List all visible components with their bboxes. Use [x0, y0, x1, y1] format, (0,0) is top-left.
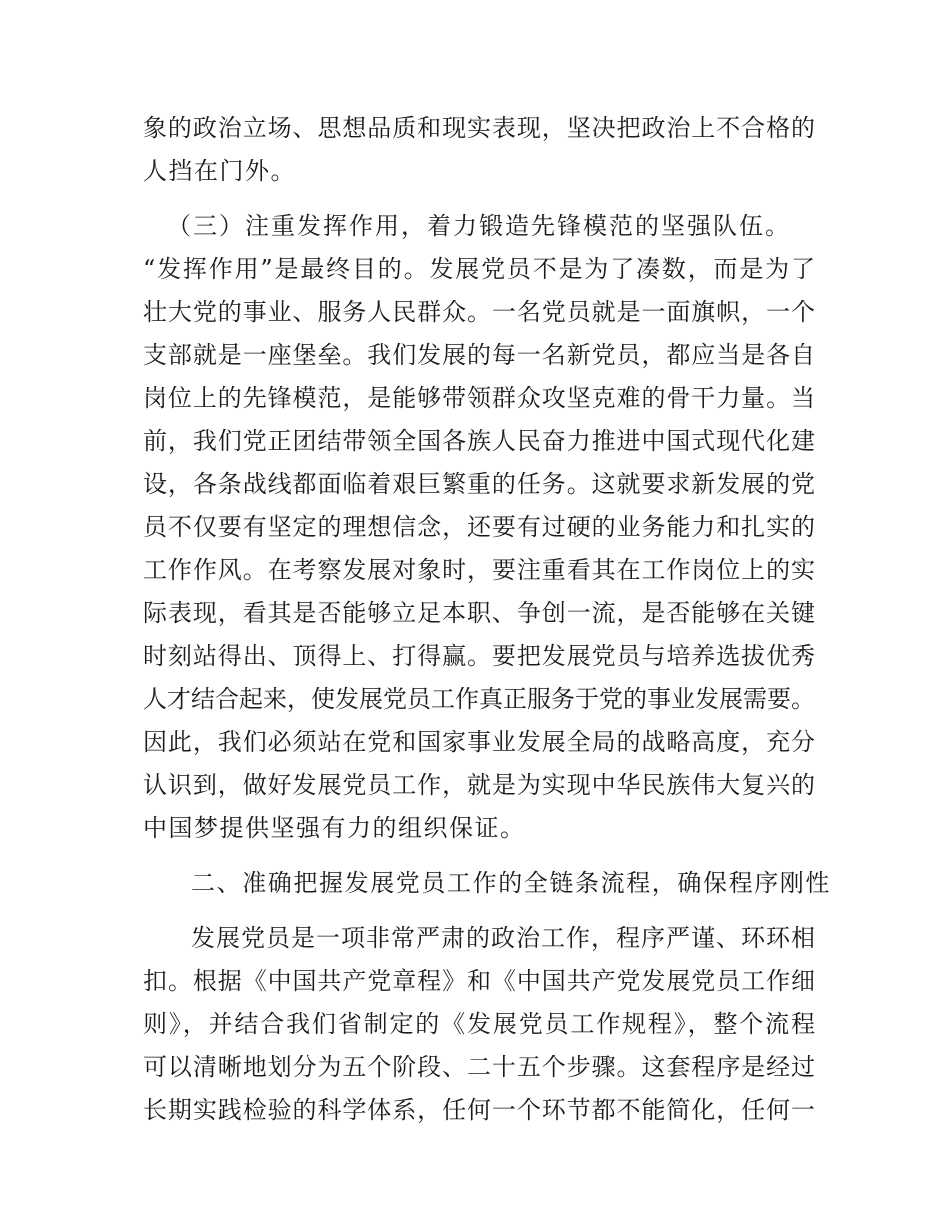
- text-line: 岗位上的先锋模范，是能够带领群众攻坚克难的骨干力量。当: [143, 384, 815, 412]
- text-line: 发展党员是一项非常严肃的政治工作，程序严谨、环环相: [191, 924, 815, 952]
- text-line: 人挡在门外。: [143, 157, 296, 185]
- text-line: 可以清晰地划分为五个阶段、二十五个步骤。这套程序是经过: [143, 1053, 815, 1081]
- text-line: “发挥作用”是最终目的。发展党员不是为了凑数，而是为了: [143, 255, 815, 283]
- text-line: 前，我们党正团结带领全国各族人民奋力推进中国式现代化建: [143, 427, 815, 455]
- paragraph-gap: [143, 850, 815, 862]
- paragraph-gap: [143, 905, 815, 917]
- text-line: 壮大党的事业、服务人民群众。一名党员就是一面旗帜，一个: [143, 298, 815, 326]
- text-line: 人才结合起来，使发展党员工作真正服务于党的事业发展需要。: [143, 685, 815, 713]
- text-line: 因此，我们必须站在党和国家事业发展全局的战略高度，充分: [143, 728, 815, 756]
- section-heading-3: （三）注重发挥作用，着力锻造先锋模范的坚强队伍。: [167, 212, 791, 240]
- text-line: 中国梦提供坚强有力的组织保证。: [143, 814, 526, 842]
- text-line: 则》，并结合我们省制定的《发展党员工作规程》，整个流程: [143, 1010, 815, 1038]
- text-line: 工作作风。在考察发展对象时，要注重看其在工作岗位上的实: [143, 556, 815, 584]
- text-line: 认识到，做好发展党员工作，就是为实现中华民族伟大复兴的: [143, 771, 815, 799]
- text-line: 时刻站得出、顶得上、打得赢。要把发展党员与培养选拔优秀: [143, 642, 815, 670]
- text-line: 设，各条战线都面临着艰巨繁重的任务。这就要求新发展的党: [143, 470, 815, 498]
- paragraph-gap: [143, 193, 815, 205]
- section-heading-2: 二、准确把握发展党员工作的全链条流程，确保程序刚性: [191, 869, 831, 897]
- text-line: 长期实践检验的科学体系，任何一个环节都不能简化，任何一: [143, 1096, 815, 1124]
- text-line: 象的政治立场、思想品质和现实表现，坚决把政治上不合格的: [143, 114, 815, 142]
- text-line: 支部就是一座堡垒。我们发展的每一名新党员，都应当是各自: [143, 341, 815, 369]
- text-line: 际表现，看其是否能够立足本职、争创一流，是否能够在关键: [143, 599, 815, 627]
- text-line: 扣。根据《中国共产党章程》和《中国共产党发展党员工作细: [143, 967, 815, 995]
- body-text: [143, 107, 831, 1132]
- text-line: 员不仅要有坚定的理想信念，还要有过硬的业务能力和扎实的: [143, 513, 815, 541]
